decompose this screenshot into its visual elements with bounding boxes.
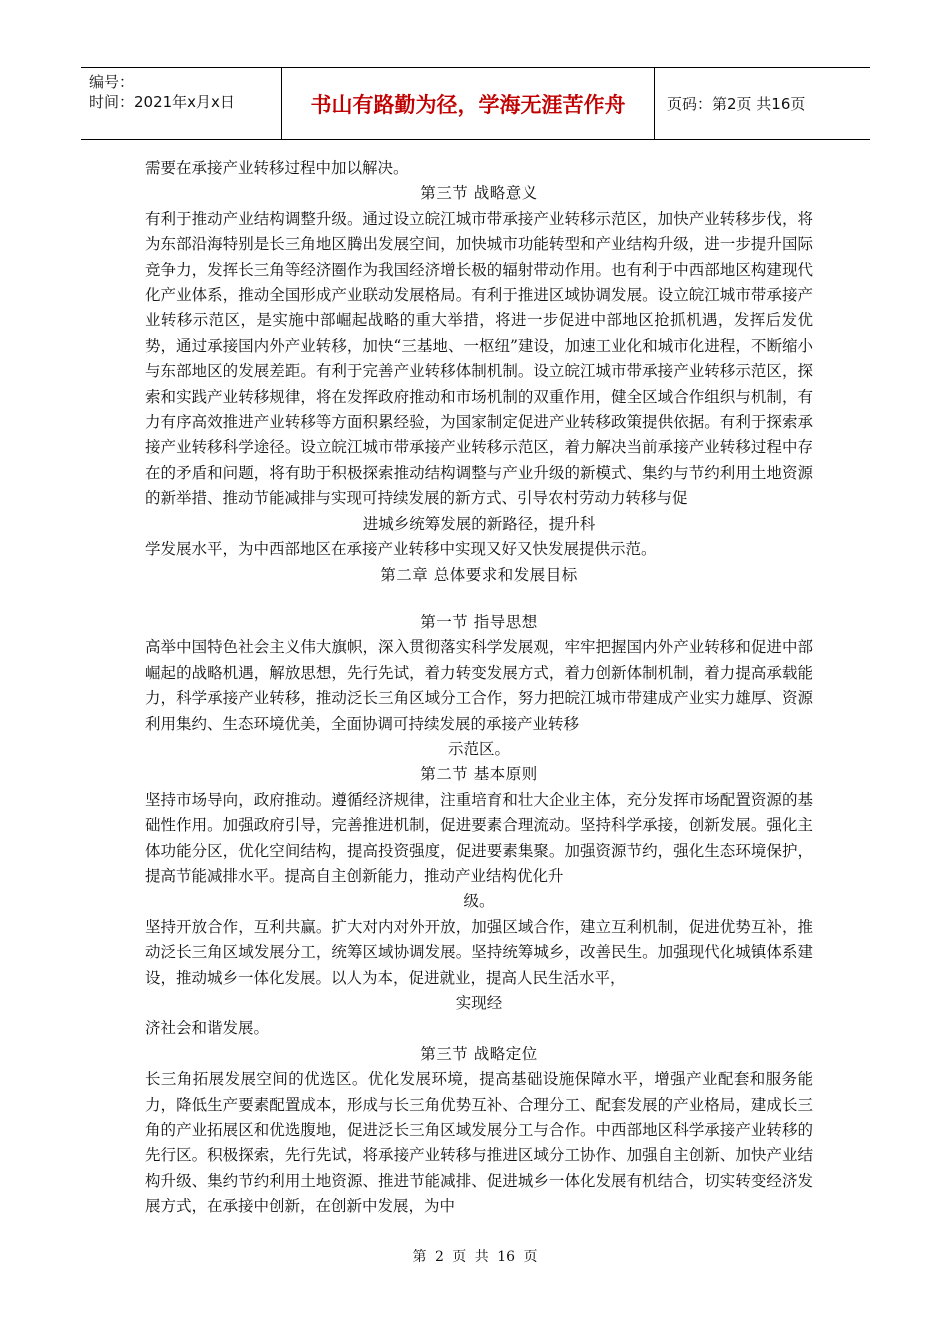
paragraph-principle-1-centered-line: 级。 (463, 892, 495, 911)
paragraph-guide-centered-line: 示范区。 (447, 739, 510, 758)
paragraph-positioning: 长三角拓展发展空间的优选区。优化发展环境，提高基础设施保障水平，增强产业配套和服务能力，降低生产要素配置成本，形成与长三角优势互补、合理分工、配套发展的产业格局，建成长三角的产业拓展区和优选腹地，促进泛长三角区域发展分工与合作。中西部地区科学承接产业转移的先行区。积极探索，先行先试，将承接产业转移与推进区域分工协作、加强自主创新、加快产业结构升级、集约节约利用土地资源、推进节能减排、促进城乡一体化发展有机结合，切实转变经济发展方式，在承接中创新，在创新中发展，为中 (145, 1070, 813, 1216)
chapter-heading: 第二章 总体要求和发展目标 (380, 565, 578, 584)
document-body (145, 156, 813, 1220)
paragraph-guide: 高举中国特色社会主义伟大旗帜，深入贯彻落实科学发展观，牢牢把握国内外产业转移和促进中部崛起的战略机遇，解放思想，先行先试，着力转变发展方式，着力创新体制机制，着力提高承载能力，科学承接产业转移，推动泛长三角区域分工合作，努力把皖江城市带建成产业实力雄厚、资源利用集约、生态环境优美，全面协调可持续发展的承接产业转移 (145, 638, 813, 733)
paragraph-principle-2-end: 济社会和谐发展。 (145, 1019, 270, 1038)
paragraph-principle-2-centered-line: 实现经 (455, 994, 503, 1012)
paragraph-significance: 有利于推动产业结构调整升级。通过设立皖江城市带承接产业转移示范区，加快产业转移步伐，将为东部沿海特别是长三角地区腾出发展空间，加快城市功能转型和产业结构升级，进一步提升国际竞争力，发挥长三角等经济圈作为我国经济增长极的辐射带动作用。也有利于中西部地区构建现代化产业体系，推动全国形成产业联动发展格局。有利于推进区域协调发展。设立皖江城市带承接产业转移示范区，是实施中部崛起战略的重大举措，将进一步促进中部地区抢抓机遇，发挥后发优势，通过承接国内外产业转移，加快“三基地、一枢纽”建设，加速工业化和城市化进程，不断缩小与东部地区的发展差距。有利于完善产业转移体制机制。设立皖江城市带承接产业转移示范区，探索和实践产业转移规律，将在发挥政府推动和市场机制的双重作用，健全区域合作组织与机制，有力有序高效推进产业转移等方面积累经验，为国家制定促进产业转移政策提供依据。有利于探索承接产业转移科学途径。设立皖江城市带承接产业转移示范区，着力解决当前承接产业转移过程中存在的矛盾和问题，将有助于积极探索推动结构调整与产业升级的新模式、集约与节约利用土地资源的新举措、推动节能减排与实现可持续发展的新方式、引导农村劳动力转移与促 (145, 209, 813, 508)
document-date: 时间：2021年x月x日 (89, 93, 235, 111)
section-heading-positioning: 第三节 战略定位 (420, 1044, 538, 1063)
paragraph-continuation: 需要在承接产业转移过程中加以解决。 (145, 159, 409, 177)
header-meta (81, 68, 282, 139)
header-page-info: 页码：第2页 共16页 (667, 95, 806, 113)
spacer (145, 588, 813, 610)
header-motto: 书山有路勤为径，学海无涯苦作舟 (282, 68, 655, 139)
section-heading-principles: 第二节 基本原则 (420, 765, 538, 784)
document-number: 编号： (89, 73, 135, 91)
page-header (81, 67, 870, 140)
paragraph-principle-1: 坚持市场导向，政府推动。遵循经济规律，注重培育和壮大企业主体，充分发挥市场配置资源的基础性作用。加强政府引导，完善推进机制，促进要素合理流动。坚持科学承接，创新发展。强化主体功能分区，优化空间结构，提高投资强度，促进要素集聚。加强资源节约，强化生态环境保护，提高节能减排水平。提高自主创新能力，推动产业结构优化升 (145, 790, 813, 885)
page-footer: 第 2 页 共 16 页 (412, 1249, 538, 1265)
section-heading-significance: 第三节 战略意义 (420, 184, 538, 203)
paragraph-principle-2: 坚持开放合作，互利共赢。扩大对内对外开放，加强区域合作，建立互利机制，促进优势互补，推动泛长三角区域发展分工，统筹区域协调发展。坚持统筹城乡，改善民生。加强现代化城镇体系建设，推动城乡一体化发展。以人为本，促进就业，提高人民生活水平， (145, 917, 813, 987)
paragraph-significance-centered-line: 进城乡统筹发展的新路径，提升科 (362, 514, 596, 533)
paragraph-significance-end: 学发展水平，为中西部地区在承接产业转移中实现又好又快发展提供示范。 (145, 540, 657, 559)
section-heading-guide: 第一节 指导思想 (420, 612, 538, 631)
